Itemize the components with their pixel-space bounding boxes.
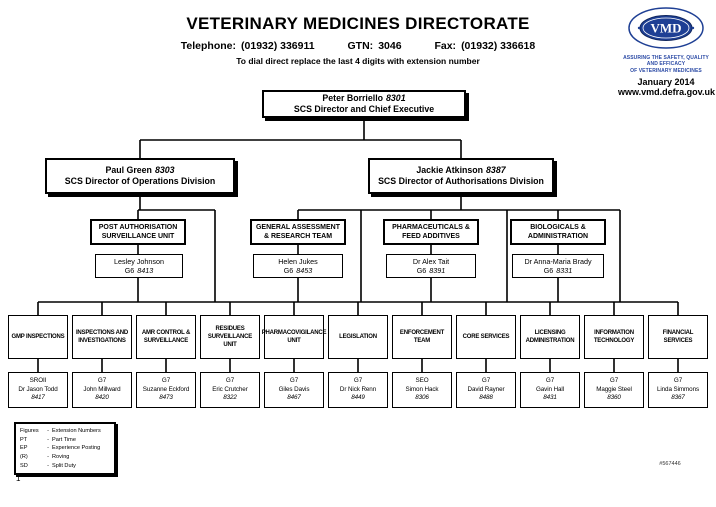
logo-tagline: ASSURING THE SAFETY, QUALITY AND EFFICACY OF VETERINARY MEDICINES	[623, 55, 709, 74]
telephone-number: (01932) 336911	[241, 40, 315, 52]
unit-head-box: Dr Anna-Maria Brady G6 8331	[512, 254, 604, 278]
telephone-label: Telephone:	[180, 40, 237, 52]
director-box-operations: Paul Green 8303 SCS Director of Operations Division	[45, 158, 235, 194]
ceo-box: Peter Borriello 8301 SCS Director and Chief Executive	[262, 90, 466, 118]
website-url: www.vmd.defra.gov.uk	[618, 86, 716, 97]
page-number: 1	[16, 474, 21, 483]
unit-header-box: BIOLOGICALS & ADMINISTRATION	[510, 219, 606, 245]
chart-date: January 2014	[637, 76, 695, 87]
legend-row: EP - Experience Posting	[20, 445, 101, 452]
team-head-box: G7 Maggie Steel 8360	[584, 372, 644, 408]
legend-row: Figures - Extension Numbers	[20, 428, 101, 434]
ceo-title: SCS Director and Chief Executive	[293, 104, 435, 114]
contact-line	[0, 40, 716, 52]
team-unit-box: RESIDUES SURVEILLANCE UNIT	[200, 315, 260, 359]
legend-row: (R) - Roving	[20, 453, 70, 460]
vmd-logo-block	[618, 6, 714, 97]
unit-head-box: Dr Alex Tait G6 8391	[386, 254, 476, 278]
team-unit-box: LEGISLATION	[328, 315, 388, 359]
fax-number: (01932) 336618	[461, 40, 536, 52]
gtn-label: GTN:	[347, 40, 374, 52]
team-head-box: G7 Eric Crutcher 8322	[200, 372, 260, 408]
team-head-box: G7 Dr Nick Renn 8449	[328, 372, 388, 408]
team-unit-box: ENFORCEMENT TEAM	[392, 315, 452, 359]
team-head-box: SEO Simon Hack 8306	[392, 372, 452, 408]
team-unit-box: LICENSING ADMINISTRATION	[520, 315, 580, 359]
team-unit-box: CORE SERVICES	[456, 315, 516, 359]
team-unit-box: INFORMATION TECHNOLOGY	[584, 315, 644, 359]
dial-instruction: To dial direct replace the last 4 digits with extension number	[236, 56, 480, 66]
team-unit-box: AMR CONTROL & SURVEILLANCE	[136, 315, 196, 359]
legend-row: PT - Part Time	[20, 436, 76, 443]
team-unit-box: PHARMACOVIGILANCE UNIT	[264, 315, 324, 359]
legend-row: SD - Split Duty	[20, 462, 76, 469]
unit-header-box: GENERAL ASSESSMENT & RESEARCH TEAM	[250, 219, 346, 245]
unit-head-box: Lesley Johnson G6 8413	[95, 254, 183, 278]
team-head-box: G7 Suzanne Eckford 8473	[136, 372, 196, 408]
director-box-authorisations: Jackie Atkinson 8387 SCS Director of Authorisations Division	[368, 158, 554, 194]
unit-head-box: Helen Jukes G6 8453	[253, 254, 343, 278]
fax-label: Fax:	[434, 40, 457, 52]
team-head-box: SROII Dr Jason Todd 8417	[8, 372, 68, 408]
legend-box	[14, 422, 116, 475]
team-unit-box: GMP INSPECTIONS	[8, 315, 68, 359]
team-head-box: G7 David Rayner 8488	[456, 372, 516, 408]
team-head-box: G7 Gavin Hall 8431	[520, 372, 580, 408]
vmd-logo-icon	[627, 6, 705, 50]
document-reference: #567446	[659, 461, 681, 467]
gtn-number: 3046	[378, 40, 402, 52]
team-head-box: G7 John Millward 8420	[72, 372, 132, 408]
unit-header-box: PHARMACEUTICALS & FEED ADDITIVES	[383, 219, 479, 245]
svg-text:VMD: VMD	[650, 20, 682, 36]
team-unit-box: FINANCIAL SERVICES	[648, 315, 708, 359]
page-title: VETERINARY MEDICINES DIRECTORATE	[186, 14, 530, 33]
team-head-box: G7 Giles Davis 8467	[264, 372, 324, 408]
team-head-box: G7 Linda Simmons 8367	[648, 372, 708, 408]
team-unit-box: INSPECTIONS AND INVESTIGATIONS	[72, 315, 132, 359]
unit-header-box: POST AUTHORISATION SURVEILLANCE UNIT	[90, 219, 186, 245]
